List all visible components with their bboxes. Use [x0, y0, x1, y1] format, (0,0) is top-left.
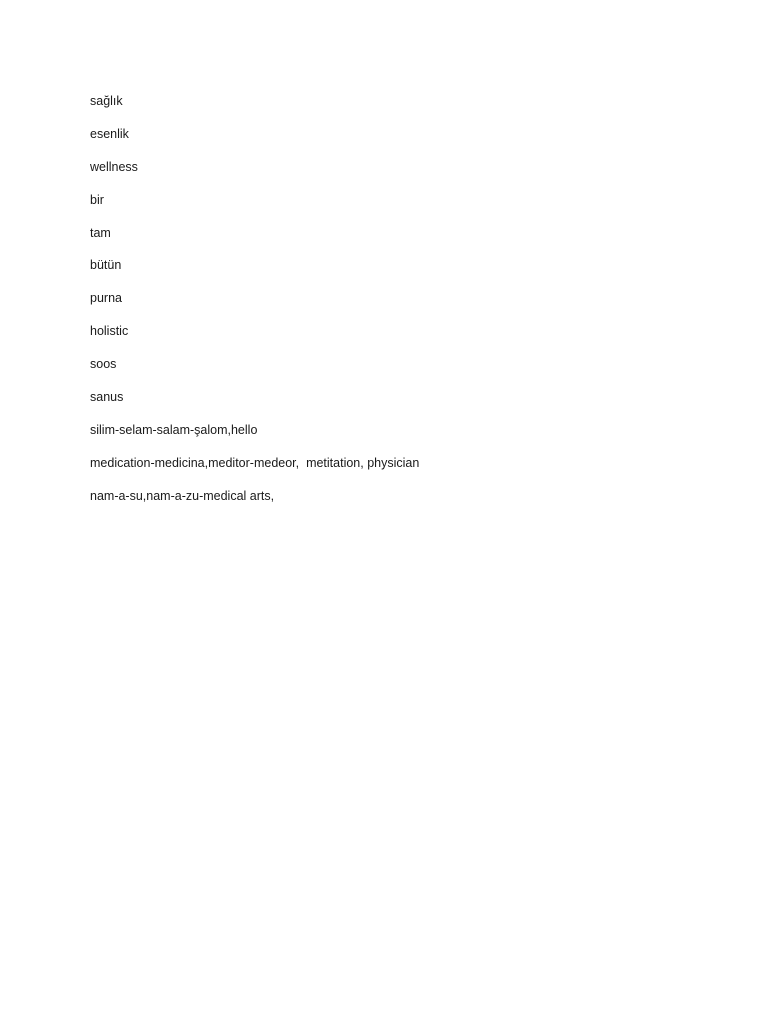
text-body	[90, 93, 419, 521]
text-line: purna	[90, 291, 122, 306]
text-line: holistic	[90, 324, 129, 339]
text-line: tam	[90, 225, 111, 240]
text-line: medication-medicina,meditor-medeor, metitation, physician	[90, 455, 420, 470]
text-line: sanus	[90, 390, 124, 405]
text-line: sağlık	[90, 94, 123, 108]
text-line: nam-a-su,nam-a-zu-medical arts,	[90, 488, 275, 503]
text-line: wellness	[90, 159, 138, 174]
text-line: bir	[90, 192, 104, 207]
text-line: bütün	[90, 258, 122, 273]
text-line: esenlik	[90, 126, 129, 141]
text-line: silim-selam-salam-şalom,hello	[90, 422, 258, 437]
text-line: soos	[90, 357, 117, 372]
